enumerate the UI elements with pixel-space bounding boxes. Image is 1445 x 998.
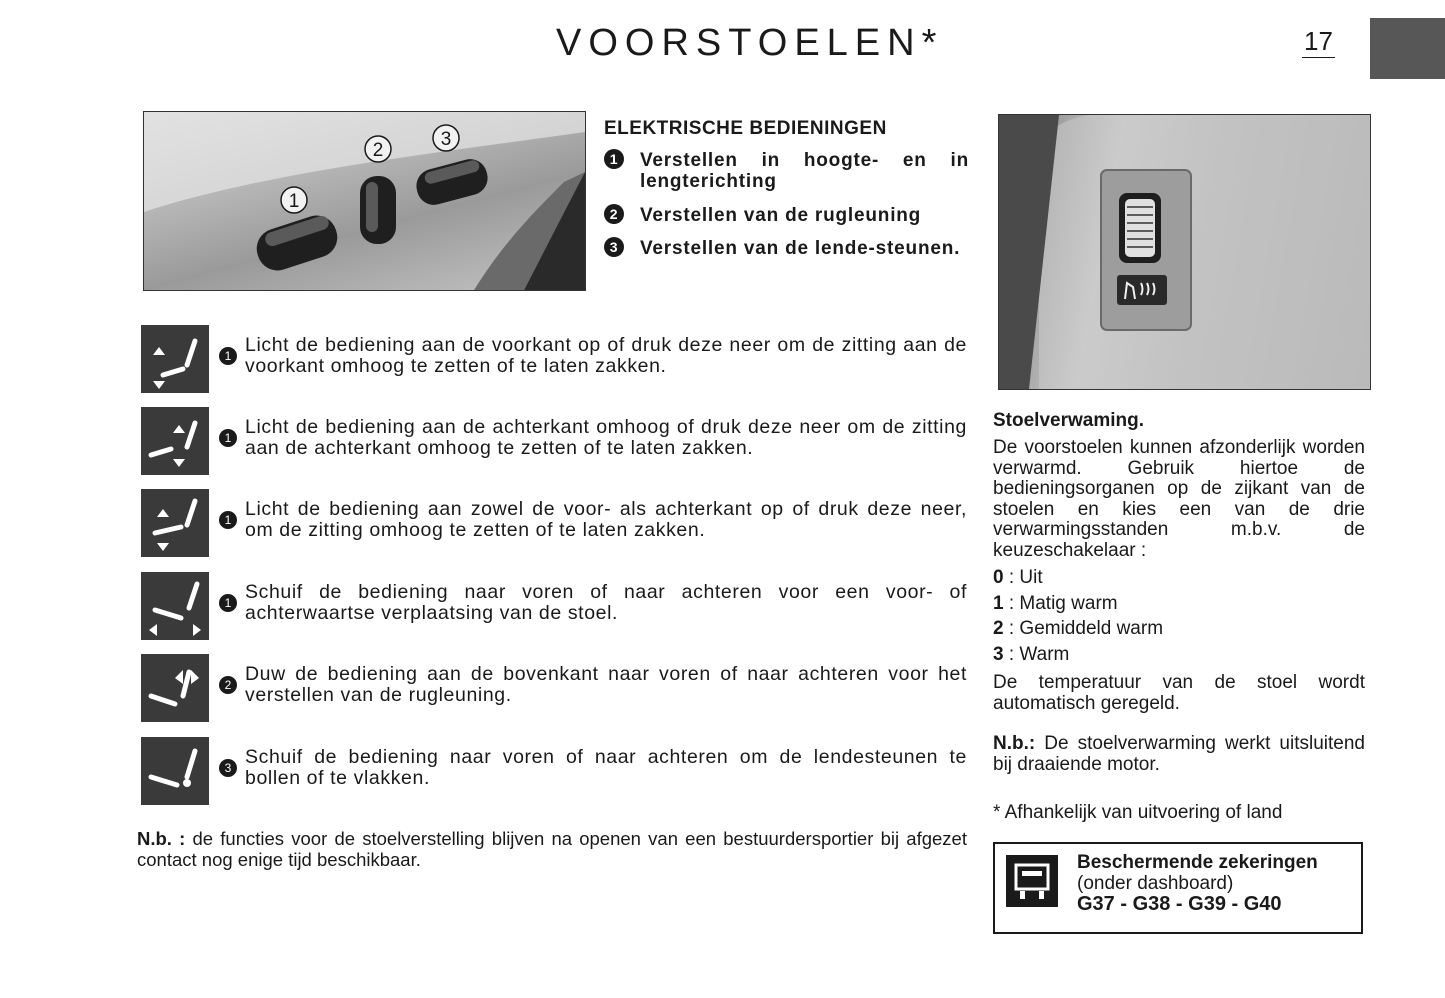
heating-level: 1 : Matig warm (993, 592, 1118, 614)
instruction-text: Licht de bediening aan de achterkant omhoog of druk deze neer om de zitting aan de achterkant omhoog te zetten of te laten zakken. (245, 416, 967, 459)
control-item (604, 238, 969, 259)
instruction-row (141, 489, 971, 559)
seat-front-up-down-icon (141, 325, 209, 393)
number-marker: 1 (219, 347, 237, 365)
number-marker: 1 (219, 429, 237, 447)
seat-controls-illustration (144, 112, 585, 290)
seat-heating-switch-photo (998, 114, 1371, 390)
instruction-text: Schuif de bediening naar voren of naar achteren voor een voor- of achterwaartse verplaatsing van de stoel. (245, 581, 967, 624)
svg-text:1: 1 (288, 191, 300, 212)
svg-text:2: 2 (372, 140, 384, 161)
instruction-row (141, 572, 971, 642)
bottom-note (137, 828, 967, 870)
callout-2 (365, 136, 391, 162)
controls-heading: ELEKTRISCHE BEDIENINGEN (604, 118, 887, 139)
heating-intro: De voorstoelen kunnen afzonderlijk worden verwarmd. Gebruik hiertoe de bedieningsorganen op de zijkant van de stoelen en kies een van de drie verwarmingsstanden m.b.v. de keuzeschakelaar : (993, 437, 1365, 561)
number-marker: 1 (219, 511, 237, 529)
seat-lumbar-icon (141, 737, 209, 805)
heating-level: 0 : Uit (993, 567, 1043, 588)
svg-text:3: 3 (440, 129, 452, 150)
number-marker: 3 (604, 237, 624, 257)
seat-rear-up-down-icon (141, 407, 209, 475)
fuse-icon (1006, 855, 1058, 907)
fuse-title: Beschermende zekeringen (1077, 852, 1318, 873)
heating-level: 3 : Warm (993, 643, 1070, 665)
instruction-row (141, 654, 971, 724)
control-item-text: Verstellen in hoogte- en in lengterichting (640, 150, 969, 192)
page-title: VOORSTOELEN* (556, 22, 944, 64)
page-number: 17 (1304, 26, 1333, 56)
callout-1 (281, 187, 307, 213)
instruction-row (141, 407, 971, 477)
instruction-text: Duw de bediening aan de bovenkant naar voren of naar achteren voor het verstellen van de rugleuning. (245, 663, 967, 706)
control-item-text: Verstellen van de rugleuning (640, 205, 922, 226)
instruction-text: Licht de bediening aan de voorkant op of druk deze neer om de zitting aan de voorkant omhoog te zetten of te laten zakken. (245, 334, 967, 377)
callout-3 (433, 125, 459, 151)
fuse-info-box (993, 842, 1363, 934)
fuse-codes: G37 - G38 - G39 - G40 (1077, 893, 1282, 915)
note-text: de functies voor de stoelverstelling blijven na openen van een bestuurdersportier bij afgezet contact nog enige tijd beschikbaar. (137, 828, 967, 870)
fuse-subtitle: (onder dashboard) (1077, 873, 1234, 894)
seat-height-icon (141, 489, 209, 557)
heating-switch-illustration (999, 115, 1370, 389)
instruction-row (141, 737, 971, 807)
instruction-text: Schuif de bediening naar voren of naar achteren om de lendesteunen te bollen of te vlakken. (245, 746, 967, 789)
heating-auto-text: De temperatuur van de stoel wordt automatisch geregeld. (993, 672, 1365, 714)
heating-note: N.b.: De stoelverwarming werkt uitsluitend bij draaiende motor. (993, 733, 1365, 775)
footnote: * Afhankelijk van uitvoering of land (993, 802, 1283, 823)
number-marker: 2 (219, 676, 237, 694)
heating-heading: Stoelverwaming. (993, 410, 1144, 431)
fuse-text (1077, 852, 1318, 915)
number-marker: 1 (219, 594, 237, 612)
heating-levels (993, 565, 1365, 667)
number-marker: 1 (604, 149, 624, 169)
instruction-text: Licht de bediening aan zowel de voor- als achterkant op of druk deze neer, om de zitting omhoog te zetten of te laten zakken. (245, 498, 967, 541)
number-marker: 2 (604, 204, 624, 224)
seat-controls-photo (143, 111, 586, 291)
control-item (604, 205, 969, 226)
control-item (604, 150, 969, 192)
seat-heating-section (993, 410, 1365, 775)
section-tab (1370, 18, 1445, 79)
heating-level: 2 : Gemiddeld warm (993, 618, 1164, 639)
seat-backrest-icon (141, 654, 209, 722)
note-label: N.b. : (137, 828, 186, 849)
instruction-row (141, 325, 971, 395)
seat-slide-icon (141, 572, 209, 640)
control-item-text: Verstellen van de lende-steunen. (640, 238, 961, 259)
number-marker: 3 (219, 759, 237, 777)
